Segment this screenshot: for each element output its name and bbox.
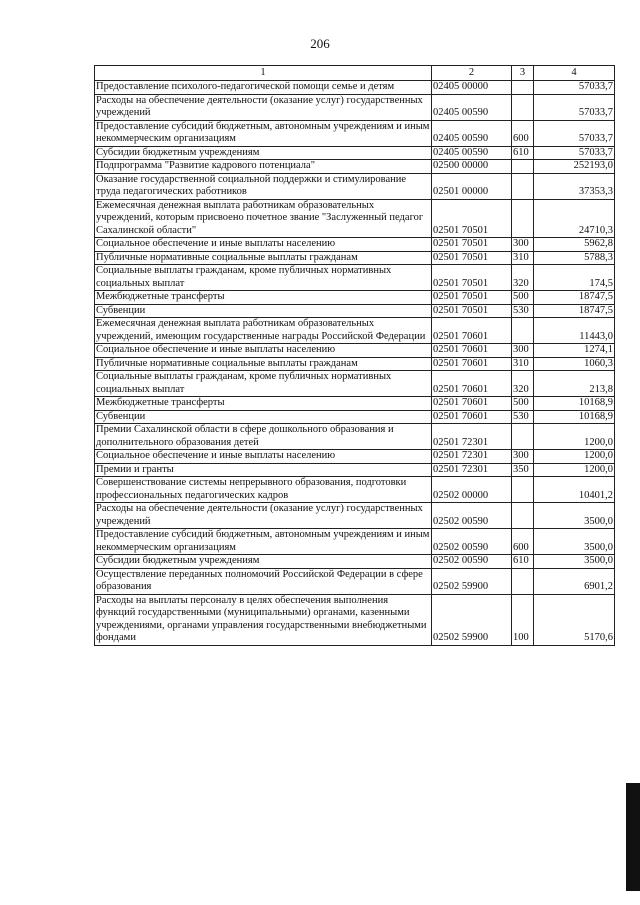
row-name-cell: Совершенствование системы непрерывного образования, подготовки профессиональных педагогических кадров bbox=[95, 477, 432, 503]
row-name-cell: Межбюджетные трансферты bbox=[95, 291, 432, 305]
row-amount-cell: 1200,0 bbox=[534, 450, 615, 464]
row-code-cell: 02501 72301 bbox=[432, 424, 512, 450]
row-code-cell: 02501 70601 bbox=[432, 318, 512, 344]
row-name-cell: Осуществление переданных полномочий Российской Федерации в сфере образования bbox=[95, 568, 432, 594]
row-code-cell: 02501 72301 bbox=[432, 463, 512, 477]
row-amount-cell: 18747,5 bbox=[534, 304, 615, 318]
row-code-cell: 02500 00000 bbox=[432, 160, 512, 174]
table-row bbox=[95, 594, 615, 645]
row-code-cell: 02502 00000 bbox=[432, 477, 512, 503]
row-name-cell: Социальное обеспечение и иные выплаты населению bbox=[95, 344, 432, 358]
row-code-cell: 02501 70601 bbox=[432, 357, 512, 371]
row-amount-cell: 57033,7 bbox=[534, 146, 615, 160]
row-type-cell bbox=[512, 199, 534, 238]
row-amount-cell: 1200,0 bbox=[534, 424, 615, 450]
row-code-cell: 02405 00000 bbox=[432, 81, 512, 95]
row-type-cell: 600 bbox=[512, 529, 534, 555]
row-name-cell: Ежемесячная денежная выплата работникам образовательных учреждений, которым присвоено почетное звание "Заслуженный педагог Сахалинской области" bbox=[95, 199, 432, 238]
row-code-cell: 02501 70501 bbox=[432, 238, 512, 252]
row-amount-cell: 6901,2 bbox=[534, 568, 615, 594]
row-code-cell: 02501 70601 bbox=[432, 371, 512, 397]
row-name-cell: Субвенции bbox=[95, 304, 432, 318]
page-number: 206 bbox=[310, 36, 330, 51]
row-amount-cell: 10401,2 bbox=[534, 477, 615, 503]
row-type-cell: 500 bbox=[512, 291, 534, 305]
row-name-cell: Субвенции bbox=[95, 410, 432, 424]
row-code-cell: 02405 00590 bbox=[432, 146, 512, 160]
row-code-cell: 02501 70501 bbox=[432, 304, 512, 318]
row-name-cell: Социальные выплаты гражданам, кроме публичных нормативных социальных выплат bbox=[95, 371, 432, 397]
row-amount-cell: 57033,7 bbox=[534, 120, 615, 146]
table-row bbox=[95, 120, 615, 146]
row-name-cell: Субсидии бюджетным учреждениям bbox=[95, 146, 432, 160]
header-cell-2: 2 bbox=[432, 66, 512, 81]
row-code-cell: 02501 72301 bbox=[432, 450, 512, 464]
header-cell-4: 4 bbox=[534, 66, 615, 81]
row-amount-cell: 252193,0 bbox=[534, 160, 615, 174]
table-row bbox=[95, 397, 615, 411]
row-name-cell: Предоставление субсидий бюджетным, автономным учреждениям и иным некоммерческим организациям bbox=[95, 120, 432, 146]
table-row bbox=[95, 291, 615, 305]
row-amount-cell: 5170,6 bbox=[534, 594, 615, 645]
row-type-cell: 300 bbox=[512, 450, 534, 464]
row-name-cell: Премии и гранты bbox=[95, 463, 432, 477]
row-type-cell: 530 bbox=[512, 304, 534, 318]
row-type-cell: 530 bbox=[512, 410, 534, 424]
table-row bbox=[95, 450, 615, 464]
row-type-cell: 320 bbox=[512, 265, 534, 291]
table-row bbox=[95, 357, 615, 371]
row-code-cell: 02502 59900 bbox=[432, 594, 512, 645]
row-type-cell: 300 bbox=[512, 238, 534, 252]
table-row bbox=[95, 318, 615, 344]
row-code-cell: 02502 00590 bbox=[432, 503, 512, 529]
row-name-cell: Расходы на выплаты персоналу в целях обеспечения выполнения функций государственными (муниципальными) органами, казенными учреждениями, органами управления государственными внебюджетными фондами bbox=[95, 594, 432, 645]
row-name-cell: Подпрограмма "Развитие кадрового потенциала" bbox=[95, 160, 432, 174]
row-code-cell: 02405 00590 bbox=[432, 120, 512, 146]
row-amount-cell: 24710,3 bbox=[534, 199, 615, 238]
row-type-cell: 600 bbox=[512, 120, 534, 146]
table-row bbox=[95, 463, 615, 477]
row-amount-cell: 1060,3 bbox=[534, 357, 615, 371]
table-body bbox=[95, 81, 615, 646]
table-row bbox=[95, 160, 615, 174]
row-name-cell: Оказание государственной социальной поддержки и стимулирование труда педагогических работников bbox=[95, 173, 432, 199]
row-type-cell bbox=[512, 318, 534, 344]
row-amount-cell: 10168,9 bbox=[534, 410, 615, 424]
header-cell-1: 1 bbox=[95, 66, 432, 81]
row-code-cell: 02502 59900 bbox=[432, 568, 512, 594]
row-amount-cell: 213,8 bbox=[534, 371, 615, 397]
table-row bbox=[95, 529, 615, 555]
row-code-cell: 02501 00000 bbox=[432, 173, 512, 199]
row-amount-cell: 57033,7 bbox=[534, 81, 615, 95]
row-type-cell: 610 bbox=[512, 555, 534, 569]
row-amount-cell: 1274,1 bbox=[534, 344, 615, 358]
row-code-cell: 02405 00590 bbox=[432, 94, 512, 120]
row-type-cell: 100 bbox=[512, 594, 534, 645]
table-row bbox=[95, 265, 615, 291]
row-amount-cell: 3500,0 bbox=[534, 503, 615, 529]
row-type-cell bbox=[512, 477, 534, 503]
row-name-cell: Публичные нормативные социальные выплаты гражданам bbox=[95, 357, 432, 371]
row-code-cell: 02501 70601 bbox=[432, 397, 512, 411]
row-type-cell: 310 bbox=[512, 251, 534, 265]
row-name-cell: Социальное обеспечение и иные выплаты населению bbox=[95, 238, 432, 252]
row-type-cell bbox=[512, 160, 534, 174]
row-name-cell: Социальное обеспечение и иные выплаты населению bbox=[95, 450, 432, 464]
table-row bbox=[95, 477, 615, 503]
row-code-cell: 02502 00590 bbox=[432, 555, 512, 569]
row-amount-cell: 1200,0 bbox=[534, 463, 615, 477]
table-row bbox=[95, 555, 615, 569]
row-name-cell: Предоставление психолого-педагогической помощи семье и детям bbox=[95, 81, 432, 95]
row-type-cell bbox=[512, 568, 534, 594]
table-row bbox=[95, 94, 615, 120]
table-row bbox=[95, 568, 615, 594]
row-type-cell bbox=[512, 424, 534, 450]
row-code-cell: 02501 70501 bbox=[432, 265, 512, 291]
row-name-cell: Межбюджетные трансферты bbox=[95, 397, 432, 411]
row-name-cell: Расходы на обеспечение деятельности (оказание услуг) государственных учреждений bbox=[95, 94, 432, 120]
table-row bbox=[95, 410, 615, 424]
row-name-cell: Ежемесячная денежная выплата работникам образовательных учреждений, имеющим государственные награды Российской Федерации bbox=[95, 318, 432, 344]
header-cell-3: 3 bbox=[512, 66, 534, 81]
row-type-cell: 300 bbox=[512, 344, 534, 358]
table-row bbox=[95, 238, 615, 252]
row-name-cell: Предоставление субсидий бюджетным, автономным учреждениям и иным некоммерческим организациям bbox=[95, 529, 432, 555]
row-code-cell: 02501 70501 bbox=[432, 199, 512, 238]
row-amount-cell: 3500,0 bbox=[534, 529, 615, 555]
row-type-cell: 310 bbox=[512, 357, 534, 371]
row-name-cell: Субсидии бюджетным учреждениям bbox=[95, 555, 432, 569]
table-row bbox=[95, 304, 615, 318]
row-type-cell: 350 bbox=[512, 463, 534, 477]
row-amount-cell: 37353,3 bbox=[534, 173, 615, 199]
row-name-cell: Социальные выплаты гражданам, кроме публичных нормативных социальных выплат bbox=[95, 265, 432, 291]
row-type-cell bbox=[512, 94, 534, 120]
row-amount-cell: 10168,9 bbox=[534, 397, 615, 411]
row-amount-cell: 3500,0 bbox=[534, 555, 615, 569]
table-row bbox=[95, 199, 615, 238]
row-amount-cell: 18747,5 bbox=[534, 291, 615, 305]
table-row bbox=[95, 173, 615, 199]
row-code-cell: 02501 70601 bbox=[432, 344, 512, 358]
row-code-cell: 02501 70501 bbox=[432, 251, 512, 265]
row-type-cell bbox=[512, 503, 534, 529]
row-name-cell: Расходы на обеспечение деятельности (оказание услуг) государственных учреждений bbox=[95, 503, 432, 529]
row-type-cell: 500 bbox=[512, 397, 534, 411]
row-type-cell bbox=[512, 81, 534, 95]
row-name-cell: Публичные нормативные социальные выплаты гражданам bbox=[95, 251, 432, 265]
table-row bbox=[95, 81, 615, 95]
binding-edge bbox=[626, 783, 640, 891]
table-header-row bbox=[95, 66, 615, 81]
row-amount-cell: 11443,0 bbox=[534, 318, 615, 344]
budget-table bbox=[94, 65, 615, 646]
row-code-cell: 02501 70501 bbox=[432, 291, 512, 305]
row-amount-cell: 5788,3 bbox=[534, 251, 615, 265]
table-row bbox=[95, 344, 615, 358]
row-type-cell: 320 bbox=[512, 371, 534, 397]
row-type-cell bbox=[512, 173, 534, 199]
table-row bbox=[95, 371, 615, 397]
table-row bbox=[95, 251, 615, 265]
row-name-cell: Премии Сахалинской области в сфере дошкольного образования и дополнительного образования детей bbox=[95, 424, 432, 450]
row-amount-cell: 57033,7 bbox=[534, 94, 615, 120]
table-row bbox=[95, 424, 615, 450]
row-code-cell: 02502 00590 bbox=[432, 529, 512, 555]
row-type-cell: 610 bbox=[512, 146, 534, 160]
row-amount-cell: 174,5 bbox=[534, 265, 615, 291]
table-row bbox=[95, 503, 615, 529]
row-amount-cell: 5962,8 bbox=[534, 238, 615, 252]
row-code-cell: 02501 70601 bbox=[432, 410, 512, 424]
table-row bbox=[95, 146, 615, 160]
